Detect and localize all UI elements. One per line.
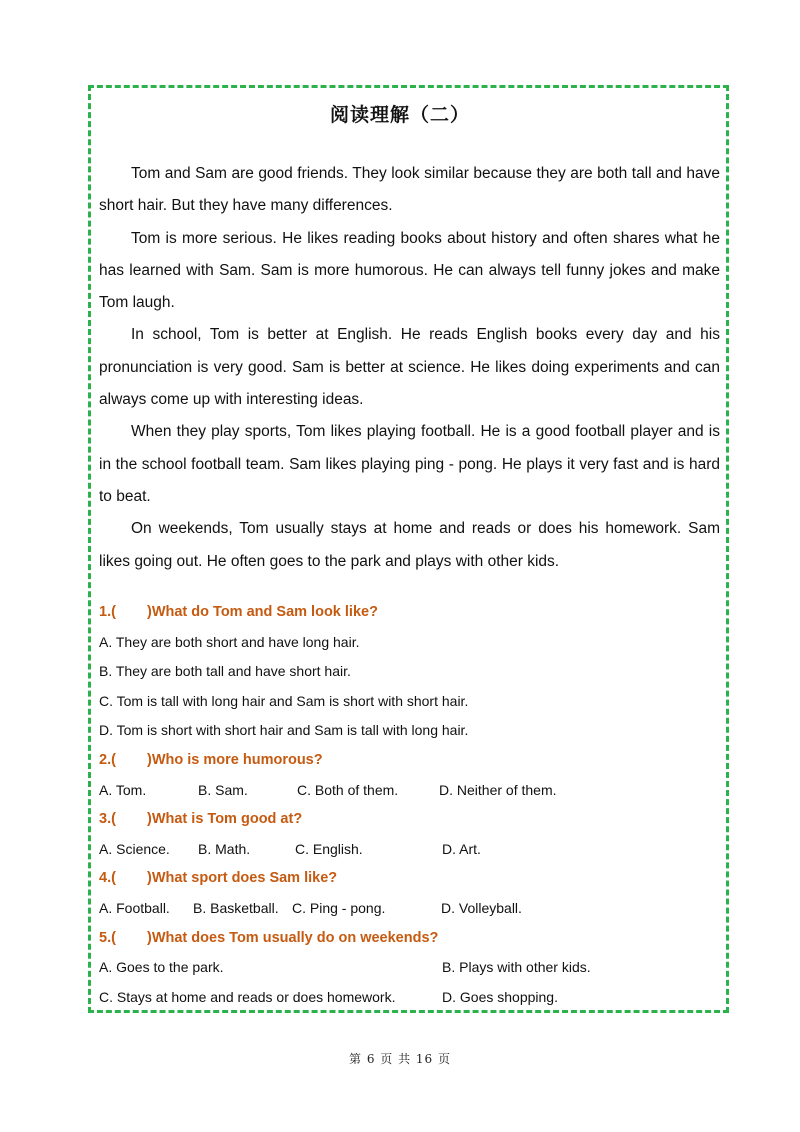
option-line xyxy=(99,983,720,1013)
questions-section xyxy=(99,598,720,1012)
question-number: 3.( xyxy=(99,811,116,828)
question-4 xyxy=(99,864,720,894)
passage-paragraph: Tom is more serious. He likes reading books about history and often shares what he has learned with Sam. Sam is more humorous. He can always tell funny jokes and make Tom laugh. xyxy=(99,229,720,312)
question-2 xyxy=(99,746,720,776)
option: D. Tom is short with short hair and Sam is tall with long hair. xyxy=(99,722,469,739)
question-text: )What sport does Sam like? xyxy=(147,870,338,887)
question-number: 5.( xyxy=(99,929,116,946)
option-line xyxy=(99,687,720,717)
passage-paragraph: When they play sports, Tom likes playing football. He is a good football player and is in the school football team. Sam likes playing ping - pong. He plays it very fast and is hard to beat. xyxy=(99,423,720,505)
option: D. Volleyball. xyxy=(441,899,522,916)
option-line xyxy=(99,894,720,924)
option: A. Tom. xyxy=(99,781,147,798)
option: A. Science. xyxy=(99,840,170,857)
option-line xyxy=(99,657,720,687)
option: A. Goes to the park. xyxy=(99,959,224,976)
option: C. Tom is tall with long hair and Sam is short with short hair. xyxy=(99,692,469,709)
question-text: )What does Tom usually do on weekends? xyxy=(147,929,439,946)
option: C. English. xyxy=(295,840,363,857)
passage-paragraph: Tom and Sam are good friends. They look similar because they are both tall and have short hair. But they have many differences. xyxy=(99,165,720,215)
question-number: 1.( xyxy=(99,604,116,620)
option-line xyxy=(99,776,720,806)
option: B. Math. xyxy=(198,840,251,857)
option: B. Plays with other kids. xyxy=(442,959,591,976)
option: B. Sam. xyxy=(198,781,248,798)
option: D. Goes shopping. xyxy=(442,988,558,1005)
passage-paragraph: In school, Tom is better at English. He reads English books every day and his pronunciation is very good. Sam is better at science. He likes doing experiments and can always come up with interesting ideas. xyxy=(99,326,720,409)
passage-paragraph: On weekends, Tom usually stays at home and reads or does his homework. Sam likes going out. He often goes to the park and plays with other kids. xyxy=(99,520,720,570)
option: C. Stays at home and reads or does homework. xyxy=(99,988,396,1005)
question-5 xyxy=(99,924,720,954)
option-line xyxy=(99,716,720,746)
question-1 xyxy=(99,598,720,628)
option: C. Both of them. xyxy=(297,781,399,798)
question-number: 4.( xyxy=(99,870,116,887)
page-footer: 第 6 页 共 16 页 xyxy=(349,1052,451,1066)
option-line xyxy=(99,628,720,658)
option: B. Basketball. xyxy=(193,899,279,916)
option: A. They are both short and have long hair. xyxy=(99,633,360,650)
page-title: 阅读理解（二） xyxy=(329,104,470,126)
reading-passage xyxy=(99,158,720,578)
option: D. Art. xyxy=(442,840,481,857)
option: A. Football. xyxy=(99,899,170,916)
option-line xyxy=(99,953,720,983)
option: C. Ping - pong. xyxy=(292,899,386,916)
question-3 xyxy=(99,805,720,835)
option-line xyxy=(99,835,720,865)
question-number: 2.( xyxy=(99,751,116,768)
question-text: )What is Tom good at? xyxy=(147,811,303,828)
option: D. Neither of them. xyxy=(439,781,557,798)
question-text: )Who is more humorous? xyxy=(147,751,323,768)
option: B. They are both tall and have short hair. xyxy=(99,663,351,680)
question-text: )What do Tom and Sam look like? xyxy=(147,604,378,620)
